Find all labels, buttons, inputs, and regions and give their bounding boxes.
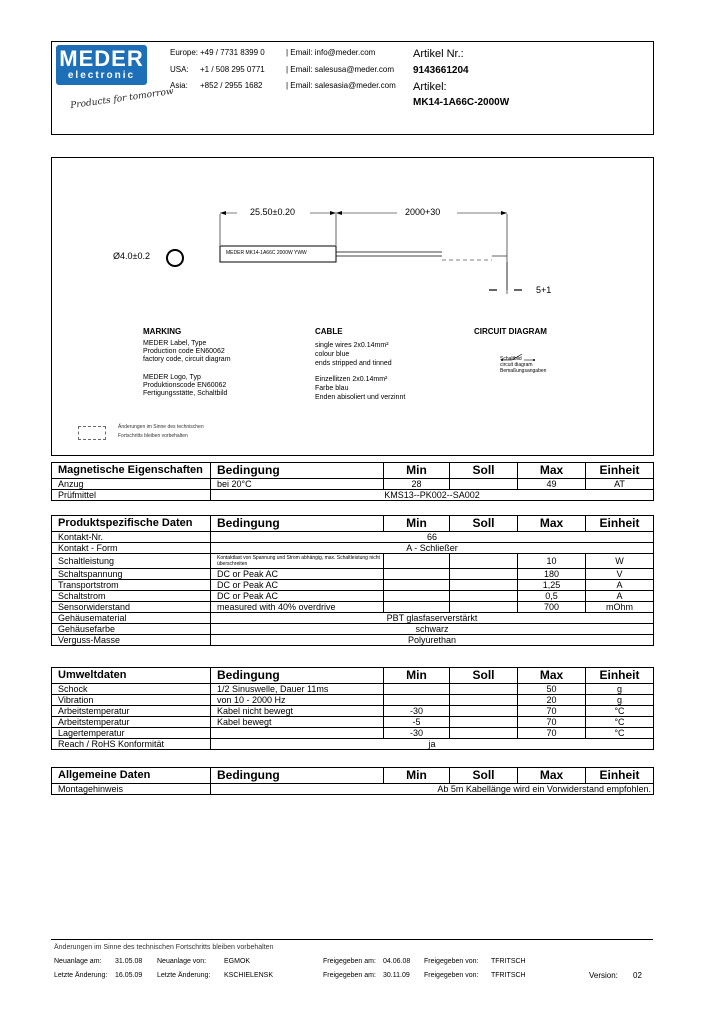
artikel-nr-label: Artikel Nr.: — [413, 48, 464, 60]
contact-europe-phone: +49 / 7731 8399 0 — [200, 48, 265, 57]
row-min — [384, 554, 450, 569]
row-min: 28 — [384, 479, 450, 490]
footer-note: Änderungen im Sinne des technischen Fortschritts bleiben vorbehalten — [54, 944, 274, 951]
circuit-line-3: Bemaßungsangaben — [500, 368, 547, 374]
row-max: 1,25 — [518, 580, 586, 591]
row-name: Gehäusematerial — [52, 613, 211, 624]
footer-letzte-label: Letzte Änderung: — [54, 972, 108, 979]
footer-letzte-date: 16.05.09 — [115, 972, 143, 979]
magnetic-table — [51, 462, 654, 501]
row-cond: bei 20°C — [211, 479, 384, 490]
row-cond: Kabel nicht bewegt — [211, 706, 384, 717]
footer-letzte-von: KSCHIELENSK — [224, 972, 274, 979]
row-soll — [450, 695, 518, 706]
row-soll — [450, 479, 518, 490]
row-span-value: PBT glasfaserverstärkt — [211, 613, 654, 624]
header-soll: Soll — [450, 768, 518, 784]
row-name: Transportstrom — [52, 580, 211, 591]
row-unit: V — [586, 569, 654, 580]
row-max: 50 — [518, 684, 586, 695]
row-cond: DC or Peak AC — [211, 580, 384, 591]
row-soll — [450, 706, 518, 717]
header-bedingung: Bedingung — [211, 668, 384, 684]
row-soll — [450, 591, 518, 602]
row-cond — [211, 728, 384, 739]
row-unit: °C — [586, 728, 654, 739]
cable-line-de-1: Einzellitzen 2x0.14mm² — [315, 376, 388, 383]
header-max: Max — [518, 768, 586, 784]
footer-freigegeben1-von-label: Freigegeben von: — [424, 958, 479, 965]
dim-strip: 5+1 — [536, 285, 552, 295]
row-max: 700 — [518, 602, 586, 613]
table-row — [52, 543, 654, 554]
footer-version-label: Version: — [589, 971, 618, 980]
row-name: Kontakt - Form — [52, 543, 211, 554]
row-cond: Kontaktlast von Spannung und Strom abhängig, max. Schaltleistung nicht überschreiten — [211, 554, 384, 569]
row-cond: measured with 40% overdrive — [211, 602, 384, 613]
footer-neuanlage-label: Neuanlage am: — [54, 958, 102, 965]
table-row — [52, 569, 654, 580]
header-einheit: Einheit — [586, 668, 654, 684]
table-row — [52, 591, 654, 602]
row-unit: g — [586, 684, 654, 695]
sensor-label: MEDER MK14-1A66C 2000W YWW — [226, 250, 307, 256]
row-cond: DC or Peak AC — [211, 591, 384, 602]
contact-asia-email: | Email: salesasia@meder.com — [286, 81, 396, 90]
row-unit: mOhm — [586, 602, 654, 613]
cable-line-de-2: Farbe blau — [315, 385, 349, 392]
cable-title: CABLE — [315, 327, 343, 336]
row-unit: W — [586, 554, 654, 569]
row-soll — [450, 602, 518, 613]
row-name: Verguss-Masse — [52, 635, 211, 646]
row-soll — [450, 717, 518, 728]
row-name: Arbeitstemperatur — [52, 717, 211, 728]
environment-table — [51, 667, 654, 750]
row-max: 180 — [518, 569, 586, 580]
row-span-value: ja — [211, 739, 654, 750]
cable-line-en-2: colour blue — [315, 351, 350, 358]
header-bedingung: Bedingung — [211, 768, 384, 784]
table-title: Umweltdaten — [52, 668, 211, 684]
footer-version: 02 — [633, 971, 642, 980]
circuit-title: CIRCUIT DIAGRAM — [474, 327, 547, 336]
row-unit: °C — [586, 706, 654, 717]
row-name: Schaltstrom — [52, 591, 211, 602]
row-name: Lagertemperatur — [52, 728, 211, 739]
row-unit: A — [586, 591, 654, 602]
sensor-end-view — [167, 250, 183, 266]
footer-freigegeben1-label: Freigegeben am: — [323, 958, 376, 965]
projection-symbol — [78, 426, 106, 440]
table-header — [52, 668, 654, 684]
table-row — [52, 554, 654, 569]
footer-letzte-von-label: Letzte Änderung: — [157, 972, 211, 979]
row-name: Montagehinweis — [52, 784, 211, 795]
circuit-line-2: circuit diagram — [500, 362, 533, 368]
artikel-label: Artikel: — [413, 81, 447, 93]
row-unit: AT — [586, 479, 654, 490]
table-title: Magnetische Eigenschaften — [52, 463, 211, 479]
row-name: Prüfmittel — [52, 490, 211, 501]
header-min: Min — [384, 768, 450, 784]
header-max: Max — [518, 516, 586, 532]
footer-freigegeben1-von: TFRITSCH — [491, 958, 526, 965]
row-soll — [450, 684, 518, 695]
row-min — [384, 569, 450, 580]
drawing-note-1: Änderungen im Sinne des technischen — [118, 424, 204, 430]
table-row — [52, 490, 654, 501]
row-min — [384, 684, 450, 695]
row-name: Anzug — [52, 479, 211, 490]
cable-line-de-3: Enden abisoliert und verzinnt — [315, 394, 406, 401]
contact-europe-email: | Email: info@meder.com — [286, 48, 376, 57]
table-row — [52, 635, 654, 646]
row-span-value: Ab 5m Kabellänge wird ein Vorwiderstand empfohlen. — [211, 784, 654, 795]
footer-neuanlage-von: EGMOK — [224, 958, 251, 965]
row-min: -30 — [384, 706, 450, 717]
row-cond: von 10 - 2000 Hz — [211, 695, 384, 706]
row-unit: A — [586, 580, 654, 591]
table-row — [52, 479, 654, 490]
dim-length: 25.50±0.20 — [250, 207, 295, 217]
contact-asia-phone: +852 / 2955 1682 — [200, 81, 263, 90]
row-max: 70 — [518, 717, 586, 728]
table-header — [52, 768, 654, 784]
footer-freigegeben2-date: 30.11.09 — [383, 972, 410, 979]
cable-line-en-1: single wires 2x0.14mm² — [315, 342, 389, 349]
row-soll — [450, 569, 518, 580]
row-max: 10 — [518, 554, 586, 569]
row-name: Vibration — [52, 695, 211, 706]
table-title: Allgemeine Daten — [52, 768, 211, 784]
row-max: 49 — [518, 479, 586, 490]
contact-asia-region: Asia: — [170, 81, 188, 90]
row-soll — [450, 728, 518, 739]
header-soll: Soll — [450, 463, 518, 479]
meder-logo — [56, 45, 147, 85]
row-min — [384, 602, 450, 613]
row-name: Schock — [52, 684, 211, 695]
footer-divider — [51, 939, 653, 940]
header-einheit: Einheit — [586, 463, 654, 479]
table-row — [52, 784, 654, 795]
footer-neuanlage-von-label: Neuanlage von: — [157, 958, 207, 965]
row-span-value: A - Schließer — [211, 543, 654, 554]
marking-title: MARKING — [143, 327, 182, 336]
footer-freigegeben2-von: TFRITSCH — [491, 972, 526, 979]
row-cond: Kabel bewegt — [211, 717, 384, 728]
row-soll — [450, 554, 518, 569]
footer-freigegeben2-von-label: Freigegeben von: — [424, 972, 479, 979]
table-row — [52, 532, 654, 543]
product-table — [51, 515, 654, 646]
row-name: Kontakt-Nr. — [52, 532, 211, 543]
row-max: 70 — [518, 728, 586, 739]
general-table — [51, 767, 654, 795]
marking-line-de-1: MEDER Logo, Typ — [143, 374, 201, 381]
footer-freigegeben1-date: 04.06.08 — [383, 958, 411, 965]
table-row — [52, 717, 654, 728]
artikel-nr: 9143661204 — [413, 65, 469, 76]
row-max: 20 — [518, 695, 586, 706]
header-soll: Soll — [450, 668, 518, 684]
table-row — [52, 624, 654, 635]
row-name: Sensorwiderstand — [52, 602, 211, 613]
cable-line-en-3: ends stripped and tinned — [315, 360, 392, 367]
row-unit: g — [586, 695, 654, 706]
logo-sub: electronic — [67, 70, 136, 81]
row-unit: °C — [586, 717, 654, 728]
table-row — [52, 706, 654, 717]
logo-brand: MEDER — [59, 46, 144, 71]
header-min: Min — [384, 516, 450, 532]
dim-diameter: Ø4.0±0.2 — [113, 251, 150, 261]
table-row — [52, 695, 654, 706]
contact-usa-phone: +1 / 508 295 0771 — [200, 65, 265, 74]
row-cond: 1/2 Sinuswelle, Dauer 11ms — [211, 684, 384, 695]
contact-usa-email: | Email: salesusa@meder.com — [286, 65, 395, 74]
row-name: Gehäusefarbe — [52, 624, 211, 635]
row-name: Schaltleistung — [52, 554, 211, 569]
table-title: Produktspezifische Daten — [52, 516, 211, 532]
row-min — [384, 580, 450, 591]
row-name: Schaltspannung — [52, 569, 211, 580]
drawing-note-2: Fortschritts bleiben vorbehalten — [118, 433, 188, 439]
row-span-value: KMS13--PK002--SA002 — [211, 490, 654, 501]
circuit-line-1: Schaltbild — [500, 356, 522, 362]
footer-freigegeben2-label: Freigegeben am: — [323, 972, 376, 979]
table-row — [52, 684, 654, 695]
table-row — [52, 739, 654, 750]
table-row — [52, 580, 654, 591]
row-min: -5 — [384, 717, 450, 728]
marking-line-en-2: Production code EN60062 — [143, 348, 225, 355]
header-bedingung: Bedingung — [211, 516, 384, 532]
header-max: Max — [518, 668, 586, 684]
row-cond: DC or Peak AC — [211, 569, 384, 580]
marking-line-en-1: MEDER Label, Type — [143, 340, 207, 347]
table-row — [52, 728, 654, 739]
row-span-value: Polyurethan — [211, 635, 654, 646]
header-bedingung: Bedingung — [211, 463, 384, 479]
artikel-name: MK14-1A66C-2000W — [413, 97, 510, 108]
row-soll — [450, 580, 518, 591]
footer-neuanlage-date: 31.05.08 — [115, 958, 143, 965]
logo-slogan: Products for tomorrow — [69, 86, 175, 112]
table-row — [52, 602, 654, 613]
row-span-value: 66 — [211, 532, 654, 543]
marking-line-de-3: Fertigungsstätte, Schaltbild — [143, 390, 228, 397]
row-span-value: schwarz — [211, 624, 654, 635]
row-min: -30 — [384, 728, 450, 739]
marking-line-en-3: factory code, circuit diagram — [143, 356, 231, 363]
table-row — [52, 613, 654, 624]
row-max: 0,5 — [518, 591, 586, 602]
table-header — [52, 516, 654, 532]
contact-europe-region: Europe: — [170, 48, 199, 57]
row-name: Arbeitstemperatur — [52, 706, 211, 717]
header-einheit: Einheit — [586, 768, 654, 784]
header-soll: Soll — [450, 516, 518, 532]
row-min — [384, 695, 450, 706]
row-name: Reach / RoHS Konformität — [52, 739, 211, 750]
header-einheit: Einheit — [586, 516, 654, 532]
row-min — [384, 591, 450, 602]
marking-line-de-2: Produktionscode EN60062 — [143, 382, 227, 389]
table-header — [52, 463, 654, 479]
dim-cable: 2000+30 — [405, 207, 441, 217]
header-min: Min — [384, 463, 450, 479]
contact-usa-region: USA: — [170, 65, 189, 74]
header-min: Min — [384, 668, 450, 684]
header-max: Max — [518, 463, 586, 479]
row-max: 70 — [518, 706, 586, 717]
